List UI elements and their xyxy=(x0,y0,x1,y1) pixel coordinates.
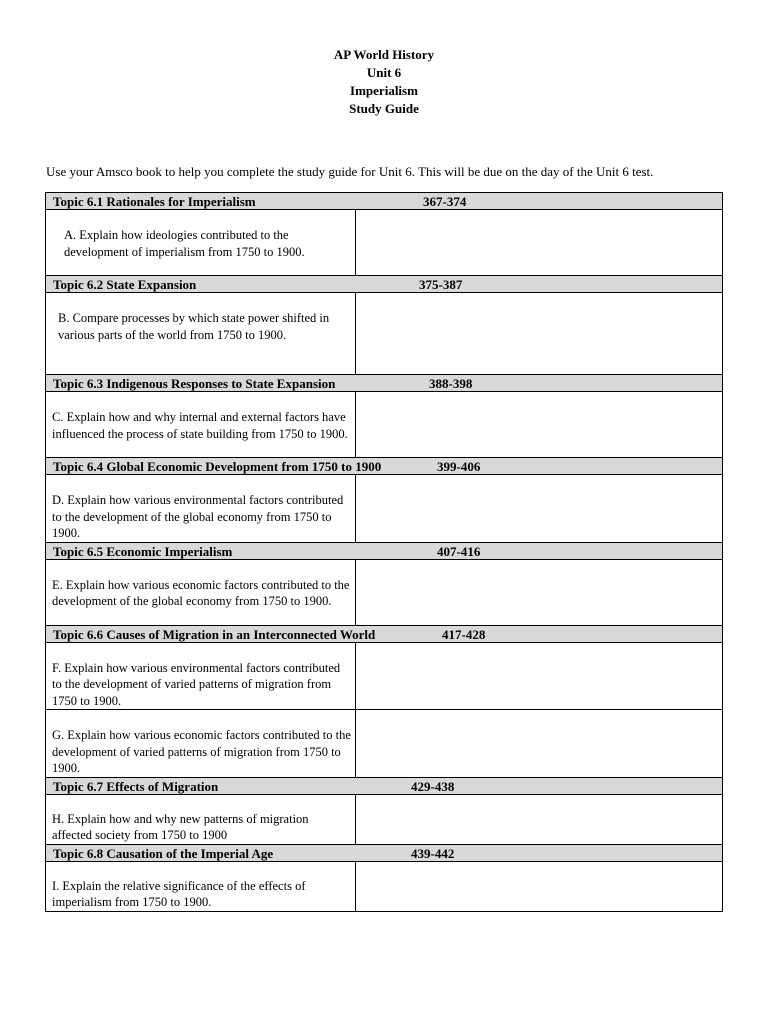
topic-pages: 375-387 xyxy=(419,277,463,292)
topic-title: Topic 6.6 Causes of Migration in an Interconnected World xyxy=(53,626,376,642)
question-row-f xyxy=(46,642,723,710)
answer-cell[interactable] xyxy=(356,392,723,458)
topic-title: Topic 6.7 Effects of Migration xyxy=(53,778,219,794)
question-text: D. Explain how various environmental factors contributed to the development of the global economy from 1750 to 1900. xyxy=(52,493,344,540)
answer-cell[interactable] xyxy=(356,861,723,911)
topic-pages: 367-374 xyxy=(423,194,467,209)
instructions: Use your Amsco book to help you complete the study guide for Unit 6. This will be due on the day of the Unit 6 test. xyxy=(46,164,654,179)
answer-cell[interactable] xyxy=(356,794,723,844)
topic-pages: 429-438 xyxy=(411,778,455,794)
question-row-e xyxy=(46,559,723,625)
question-text: B. Compare processes by which state power shifted in various parts of the world from 1750 to 1900. xyxy=(58,311,330,342)
topic-header-6-3 xyxy=(46,375,723,392)
answer-cell[interactable] xyxy=(356,210,723,276)
topic-header-6-5 xyxy=(46,542,723,559)
question-cell xyxy=(46,794,356,844)
topic-header-6-7 xyxy=(46,777,723,794)
topic-pages: 439-442 xyxy=(411,845,455,861)
topic-header-6-6 xyxy=(46,625,723,642)
question-text: G. Explain how various economic factors contributed to the development of varied patterns of migration from 1750 to 1900. xyxy=(52,728,351,775)
question-row-c xyxy=(46,392,723,458)
question-cell xyxy=(46,642,356,710)
question-cell xyxy=(46,559,356,625)
question-text: H. Explain how and why new patterns of migration affected society from 1750 to 1900 xyxy=(52,811,309,842)
topic-title: Topic 6.3 Indigenous Responses to State Expansion xyxy=(53,376,336,391)
study-guide-table xyxy=(45,192,723,912)
course-title: AP World History xyxy=(333,47,435,62)
topic-title: Topic 6.4 Global Economic Development from 1750 to 1900 xyxy=(53,459,382,474)
question-cell xyxy=(46,210,356,276)
answer-cell[interactable] xyxy=(356,475,723,543)
guide-label: Study Guide xyxy=(349,101,419,116)
unit-name: Imperialism xyxy=(350,83,418,98)
topic-header-6-4 xyxy=(46,458,723,475)
topic-header-6-1 xyxy=(46,193,723,210)
question-cell xyxy=(46,710,356,778)
question-row-g xyxy=(46,710,723,778)
question-row-a xyxy=(46,210,723,276)
answer-cell[interactable] xyxy=(356,293,723,375)
question-text: C. Explain how and why internal and external factors have influenced the process of state building from 1750 to 1900. xyxy=(52,410,348,441)
topic-pages: 388-398 xyxy=(429,376,473,391)
answer-cell[interactable] xyxy=(356,559,723,625)
question-row-d xyxy=(46,475,723,543)
question-cell xyxy=(46,293,356,375)
topic-title: Topic 6.8 Causation of the Imperial Age xyxy=(53,845,274,861)
topic-pages: 417-428 xyxy=(442,626,486,642)
question-cell xyxy=(46,861,356,911)
answer-cell[interactable] xyxy=(356,710,723,778)
topic-title: Topic 6.1 Rationales for Imperialism xyxy=(53,194,256,209)
topic-header-6-2 xyxy=(46,276,723,293)
topic-title: Topic 6.5 Economic Imperialism xyxy=(53,543,233,559)
topic-header-6-8 xyxy=(46,844,723,861)
document-title xyxy=(0,46,768,118)
topic-title: Topic 6.2 State Expansion xyxy=(53,277,197,292)
question-row-i xyxy=(46,861,723,911)
question-text: E. Explain how various economic factors contributed to the development of the global economy from 1750 to 1900. xyxy=(52,577,350,608)
unit-number: Unit 6 xyxy=(366,65,402,80)
topic-pages: 399-406 xyxy=(437,459,481,474)
answer-cell[interactable] xyxy=(356,642,723,710)
question-text: F. Explain how various environmental factors contributed to the development of varied patterns of migration from 1750 to 1900. xyxy=(52,660,341,708)
question-row-h xyxy=(46,794,723,844)
question-cell xyxy=(46,392,356,458)
question-text: A. Explain how ideologies contributed to the development of imperialism from 1750 to 1900. xyxy=(64,228,305,259)
question-text: I. Explain the relative significance of the effects of imperialism from 1750 to 1900. xyxy=(52,878,306,909)
topic-pages: 407-416 xyxy=(437,543,481,559)
question-cell xyxy=(46,475,356,543)
question-row-b xyxy=(46,293,723,375)
